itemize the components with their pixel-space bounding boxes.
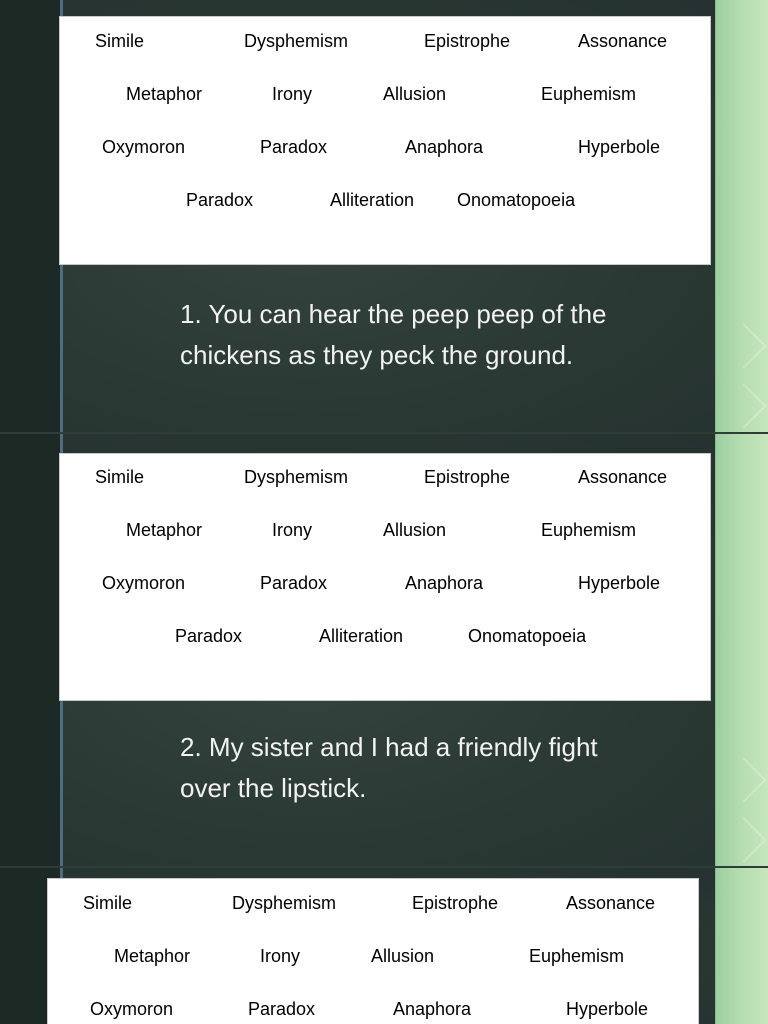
- left-band: [0, 0, 60, 432]
- word-allusion: Allusion: [371, 946, 435, 966]
- word-oxymoron: Oxymoron: [102, 573, 186, 593]
- word-hyperbole: Hyperbole: [578, 137, 661, 157]
- word-hyperbole: Hyperbole: [578, 573, 661, 593]
- word-paradox: Paradox: [260, 137, 328, 157]
- word-assonance: Assonance: [566, 893, 656, 913]
- word-irony: Irony: [272, 84, 313, 104]
- word-hyperbole: Hyperbole: [566, 999, 649, 1019]
- question-1: [180, 294, 680, 376]
- question-2-line-1: 2. My sister and I had a friendly fight: [180, 732, 598, 762]
- word-paradox: Paradox: [260, 573, 328, 593]
- question-2-line-2: over the lipstick.: [180, 773, 367, 803]
- chevron-decoration-icon: [721, 817, 766, 862]
- word-anaphora: Anaphora: [393, 999, 472, 1019]
- word-euphemism: Euphemism: [529, 946, 625, 966]
- word-onomatopoeia: Onomatopoeia: [457, 190, 576, 210]
- word-dysphemism: Dysphemism: [244, 467, 349, 487]
- word-paradox: Paradox: [186, 190, 254, 210]
- word-anaphora: Anaphora: [405, 137, 484, 157]
- question-1-line-1: 1. You can hear the peep peep of the: [180, 299, 607, 329]
- word-dysphemism: Dysphemism: [232, 893, 337, 913]
- word-simile: Simile: [95, 31, 145, 51]
- word-paradox: Paradox: [175, 626, 243, 646]
- left-band: [0, 434, 60, 866]
- word-anaphora: Anaphora: [405, 573, 484, 593]
- word-euphemism: Euphemism: [541, 84, 637, 104]
- word-bank-box: [59, 453, 711, 701]
- word-allusion: Allusion: [383, 84, 447, 104]
- word-epistrophe: Epistrophe: [412, 893, 499, 913]
- chevron-decoration-icon: [721, 323, 766, 368]
- slide-2: [0, 434, 768, 866]
- word-epistrophe: Epistrophe: [424, 467, 511, 487]
- word-simile: Simile: [95, 467, 145, 487]
- word-epistrophe: Epistrophe: [424, 31, 511, 51]
- word-assonance: Assonance: [578, 467, 668, 487]
- word-metaphor: Metaphor: [126, 520, 203, 540]
- slide-1: [0, 0, 768, 432]
- word-metaphor: Metaphor: [114, 946, 191, 966]
- word-allusion: Allusion: [383, 520, 447, 540]
- word-irony: Irony: [260, 946, 301, 966]
- word-euphemism: Euphemism: [541, 520, 637, 540]
- question-2: [180, 727, 680, 809]
- right-green-strip: [715, 0, 768, 432]
- word-assonance: Assonance: [578, 31, 668, 51]
- right-green-strip: [715, 434, 768, 866]
- chevron-decoration-icon: [721, 757, 766, 802]
- word-oxymoron: Oxymoron: [102, 137, 186, 157]
- word-simile: Simile: [83, 893, 133, 913]
- word-metaphor: Metaphor: [126, 84, 203, 104]
- question-1-line-2: chickens as they peck the ground.: [180, 340, 574, 370]
- word-alliteration: Alliteration: [319, 626, 404, 646]
- chevron-decoration-icon: [721, 383, 766, 428]
- word-irony: Irony: [272, 520, 313, 540]
- word-alliteration: Alliteration: [330, 190, 415, 210]
- slide-3: [0, 868, 768, 1024]
- word-paradox: Paradox: [248, 999, 316, 1019]
- word-bank-box: [59, 16, 711, 265]
- word-dysphemism: Dysphemism: [244, 31, 349, 51]
- word-oxymoron: Oxymoron: [90, 999, 174, 1019]
- right-green-strip: [715, 868, 768, 1024]
- word-bank-box: [47, 878, 699, 1024]
- word-onomatopoeia: Onomatopoeia: [468, 626, 587, 646]
